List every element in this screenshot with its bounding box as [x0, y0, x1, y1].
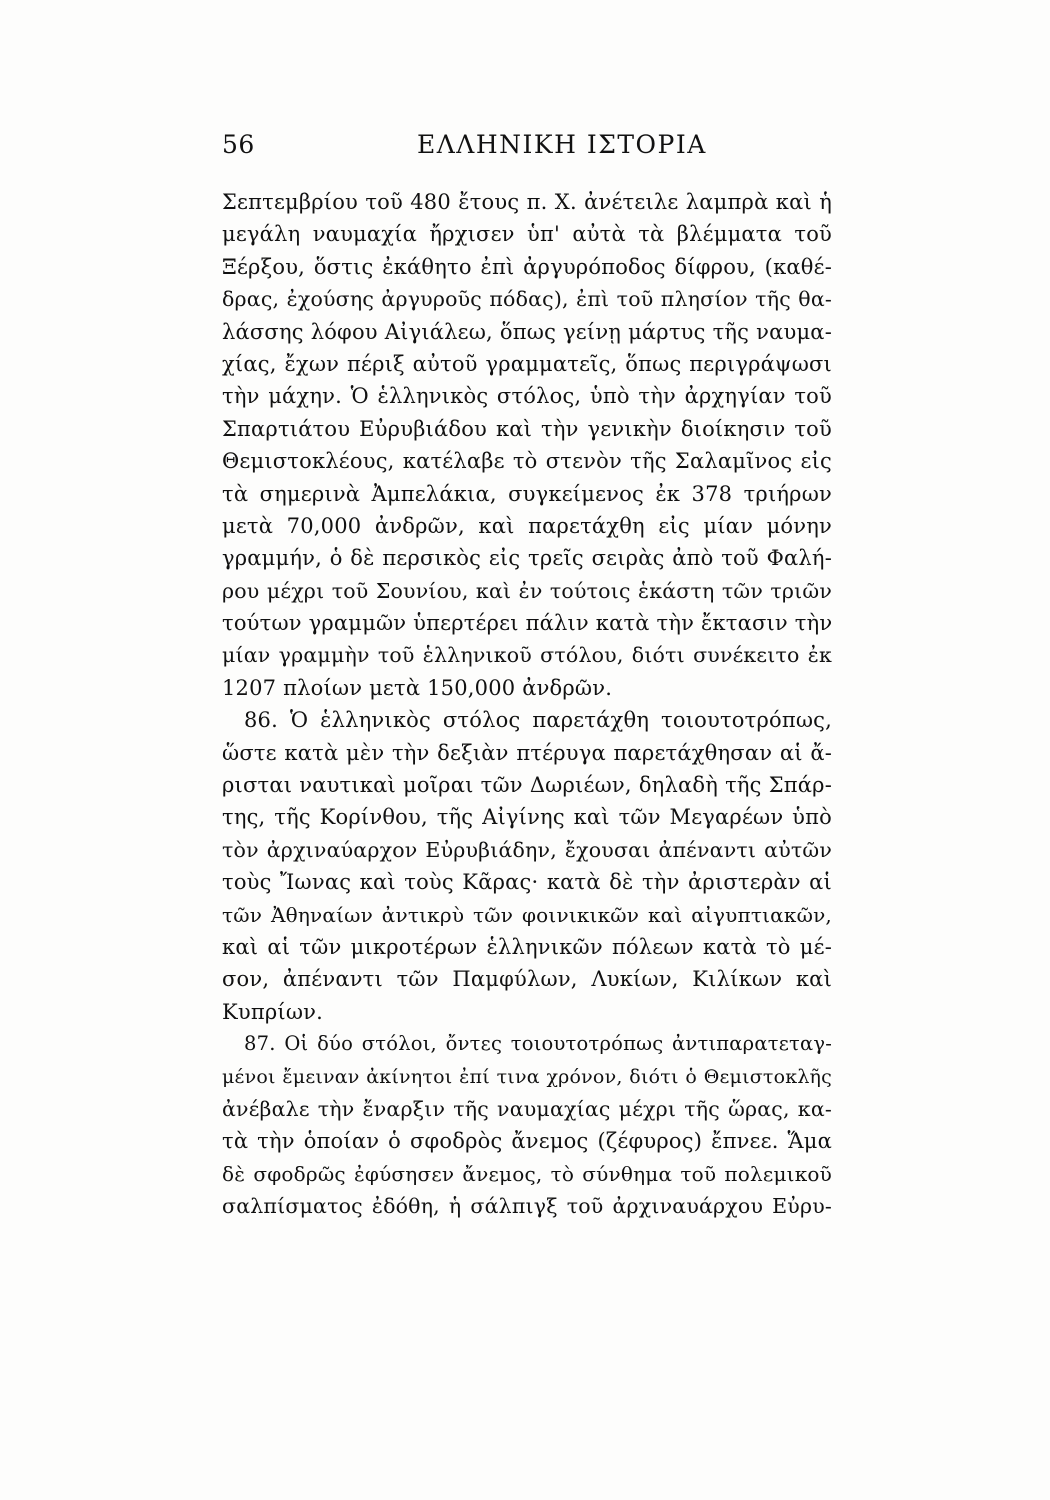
- paragraph-86: [222, 704, 832, 1028]
- text-line: γραμμήν, ὁ δὲ περσικὸς εἰς τρεῖς σειρὰς ἀπὸ τοῦ Φαλή-: [222, 546, 832, 571]
- text-line: ὥστε κατὰ μὲν τὴν δεξιὰν πτέρυγα παρετάχθησαν αἱ ἄ-: [222, 740, 832, 765]
- text-line: τὰ σημερινὰ Ἀμπελάκια, συγκείμενος ἐκ 378 τριήρων: [222, 481, 832, 506]
- text-line: Κυπρίων.: [222, 999, 324, 1024]
- text-line: δὲ σφοδρῶς ἐφύσησεν ἄνεμος, τὸ σύνθημα τοῦ πολεμικοῦ: [222, 1161, 832, 1186]
- text-line: 87. Οἱ δύο στόλοι, ὄντες τοιουτοτρόπως ἀντιπαρατεταγ-: [244, 1032, 832, 1056]
- text-line: Θεμιστοκλέους, κατέλαβε τὸ στενὸν τῆς Σαλαμῖνος εἰς: [222, 449, 832, 474]
- text-line: Σεπτεμβρίου τοῦ 480 ἔτους π. Χ. ἀνέτειλε λαμπρὰ καὶ ἡ: [222, 190, 832, 214]
- running-title: ΕΛΛΗΝΙΚΗ ΙΣΤΟΡΙΑ: [417, 130, 707, 159]
- text-line: σον, ἀπέναντι τῶν Παμφύλων, Λυκίων, Κιλίκων καὶ: [222, 967, 832, 992]
- text-line: 86. Ὁ ἑλληνικὸς στόλος παρετάχθη τοιουτοτρόπως,: [244, 708, 832, 733]
- text-line: τοὺς Ἴωνας καὶ τοὺς Κᾶρας· κατὰ δὲ τὴν ἀριστερὰν αἱ: [222, 870, 832, 895]
- text-line: Σπαρτιάτου Εὐρυβιάδου καὶ τὴν γενικὴν διοίκησιν τοῦ: [222, 416, 832, 441]
- paragraph-87: [222, 1028, 832, 1222]
- text-line: δρας, ἐχούσης ἀργυροῦς πόδας), ἐπὶ τοῦ πλησίον τῆς θα-: [222, 287, 832, 312]
- body-text: [222, 186, 832, 1223]
- text-line: τὰ τὴν ὁποίαν ὁ σφοδρὸς ἄνεμος (ζέφυρος) ἔπνεε. Ἅμα: [222, 1129, 832, 1154]
- text-line: ρου μέχρι τοῦ Σουνίου, καὶ ἐν τούτοις ἑκάστη τῶν τριῶν: [222, 578, 832, 603]
- text-line: τὴν μάχην. Ὁ ἑλληνικὸς στόλος, ὑπὸ τὴν ἀρχηγίαν τοῦ: [222, 384, 832, 409]
- text-line: τούτων γραμμῶν ὑπερτέρει πάλιν κατὰ τὴν ἔκτασιν τὴν: [222, 611, 833, 636]
- text-line: καὶ αἱ τῶν μικροτέρων ἑλληνικῶν πόλεων κατὰ τὸ μέ-: [222, 934, 832, 959]
- text-line: ἀνέβαλε τὴν ἔναρξιν τῆς ναυμαχίας μέχρι τῆς ὥρας, κα-: [222, 1096, 832, 1121]
- running-header: [222, 130, 832, 166]
- text-line: μίαν γραμμὴν τοῦ ἑλληνικοῦ στόλου, διότι συνέκειτο ἐκ: [222, 643, 832, 668]
- text-line: τὸν ἀρχιναύαρχον Εὐρυβιάδην, ἔχουσαι ἀπέναντι αὐτῶν: [222, 837, 832, 862]
- text-line: της, τῆς Κορίνθου, τῆς Αἰγίνης καὶ τῶν Μεγαρέων ὑπὸ: [222, 805, 832, 830]
- text-line: μεγάλη ναυμαχία ἤρχισεν ὑπ' αὐτὰ τὰ βλέμματα τοῦ: [222, 222, 832, 247]
- text-line: χίας, ἔχων πέριξ αὐτοῦ γραμματεῖς, ὅπως περιγράψωσι: [222, 351, 832, 376]
- text-line: τῶν Ἀθηναίων ἀντικρὺ τῶν φοινικικῶν καὶ αἰγυπτιακῶν,: [222, 902, 832, 927]
- text-line: σαλπίσματος ἐδόθη, ἡ σάλπιγξ τοῦ ἀρχιναυάρχου Εὐρυ-: [222, 1194, 832, 1219]
- paragraph-85-continuation: [222, 186, 832, 704]
- text-line: 1207 πλοίων μετὰ 150,000 ἀνδρῶν.: [222, 675, 613, 700]
- text-line: Ξέρξου, ὅστις ἐκάθητο ἐπὶ ἀργυρόποδος δίφρου, (καθέ-: [222, 254, 832, 279]
- text-line: ρισται ναυτικαὶ μοῖραι τῶν Δωριέων, δηλαδὴ τῆς Σπάρ-: [222, 773, 832, 798]
- text-line: μετὰ 70,000 ἀνδρῶν, καὶ παρετάχθη εἰς μίαν μόνην: [222, 513, 832, 538]
- page-number: 56: [222, 130, 255, 159]
- text-line: μένοι ἔμειναν ἀκίνητοι ἐπί τινα χρόνον, διότι ὁ Θεμιστοκλῆς: [222, 1065, 832, 1088]
- text-line: λάσσης λόφου Αἰγιάλεω, ὅπως γείνῃ μάρτυς τῆς ναυμα-: [222, 319, 832, 344]
